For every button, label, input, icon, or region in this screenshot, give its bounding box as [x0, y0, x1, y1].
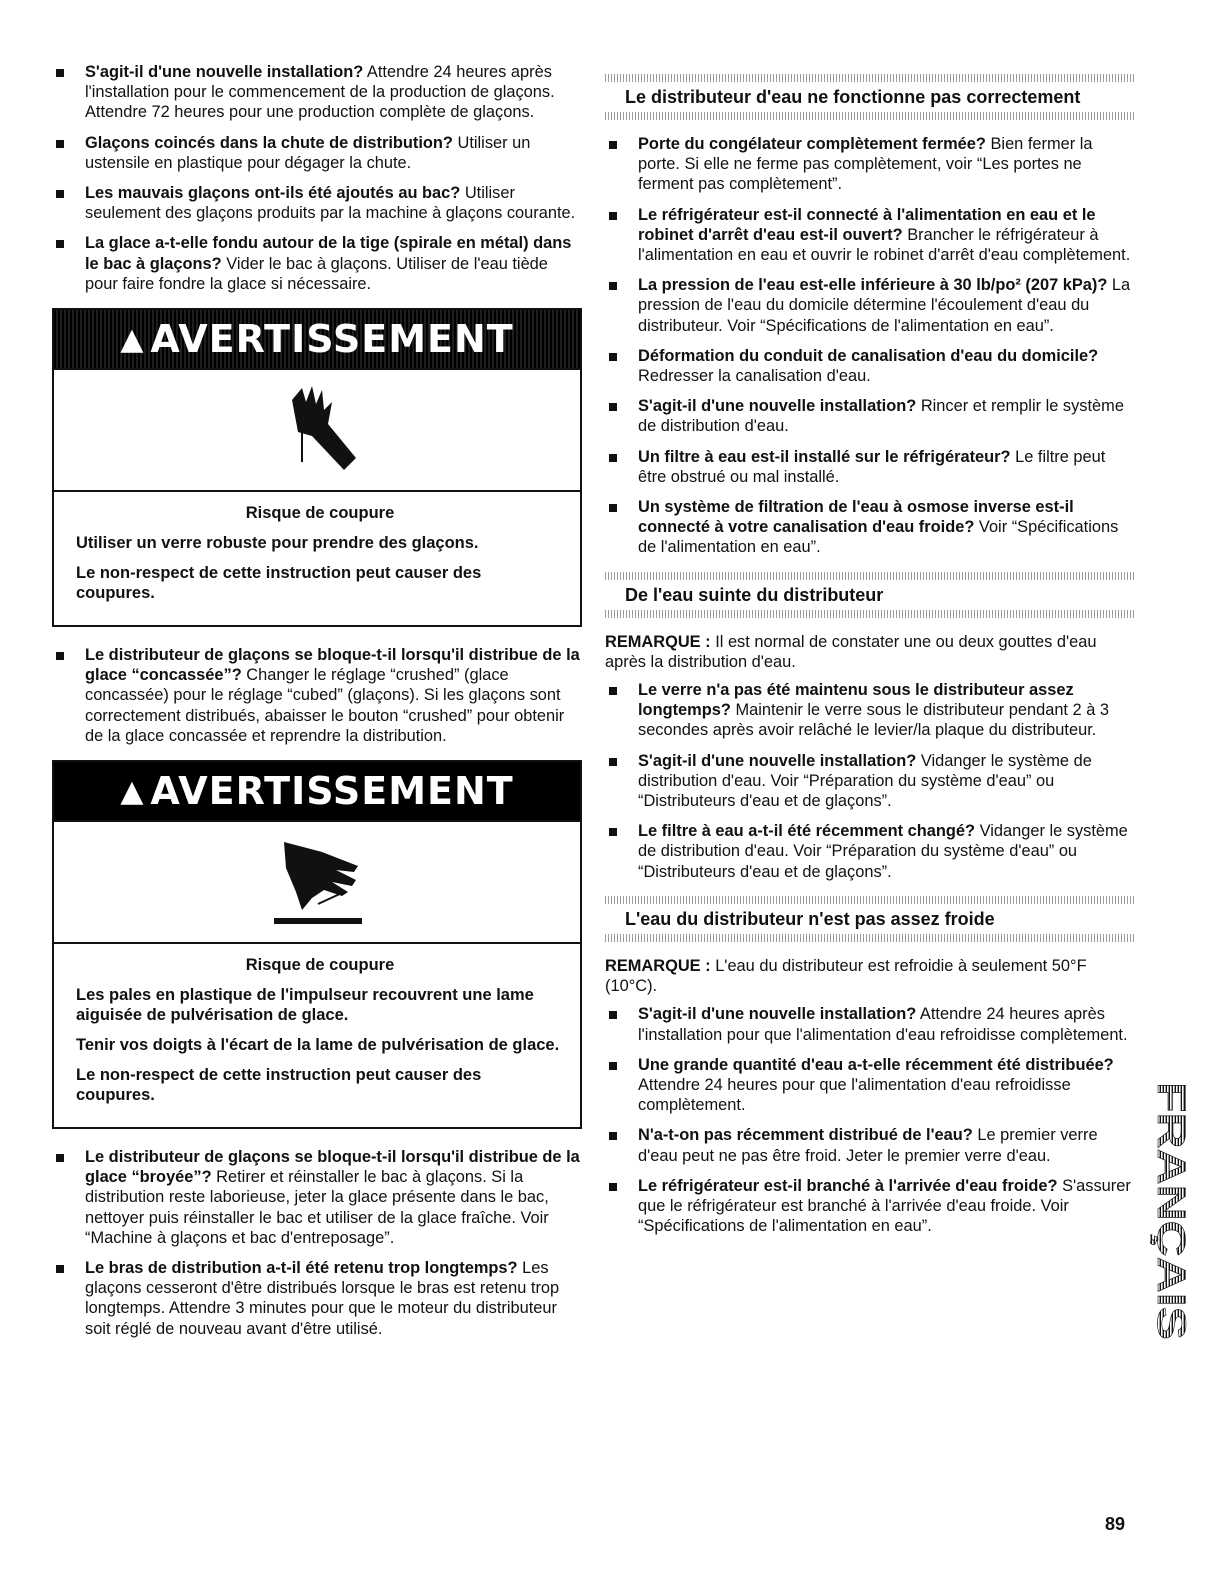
risk-label: Risque de coupure [245, 956, 395, 975]
bullet-list-b [52, 645, 582, 746]
warning-box-glass [52, 308, 582, 627]
list-item: S'agit-il d'une nouvelle installation? Attendre 24 heures après l'installation pour le commencement de la production de glaçons. Attendre 72 heures pour une production complète de glaçons. [52, 62, 582, 123]
warning-triangle-icon: ▲ [120, 773, 145, 809]
right-column [605, 74, 1135, 1246]
section-heading: De l'eau suinte du distributeur [605, 572, 1135, 618]
list-item: Glaçons coincés dans la chute de distribution? Utiliser un ustensile en plastique pour dégager la chute. [52, 133, 582, 173]
warning-box-blade [52, 760, 582, 1129]
list-item: Déformation du conduit de canalisation d'eau du domicile? Redresser la canalisation d'eau. [605, 346, 1135, 386]
list-item: S'agit-il d'une nouvelle installation? Attendre 24 heures après l'installation pour que l'alimentation d'eau refroidisse complètement. [605, 1004, 1135, 1044]
list-item: Un filtre à eau est-il installé sur le réfrigérateur? Le filtre peut être obstrué ou mal installé. [605, 447, 1135, 487]
left-column [52, 62, 582, 1349]
warning-text: Les pales en plastique de l'impulseur recouvrent une lame aiguisée de pulvérisation de glace. [76, 986, 534, 1025]
cut-hazard-hand-icon [54, 370, 580, 492]
list-item: Le distributeur de glaçons se bloque-t-il lorsqu'il distribue de la glace “concassée”? Changer le réglage “crushed” (glace concassée) pour le réglage “cubed” (glaçons). Si les glaçons sont correctement distribués, abaisser le bouton “crushed” pour obtenir de la glace concassée et reprendre la distribution. [52, 645, 582, 746]
section-heading: Le distributeur d'eau ne fonctionne pas correctement [605, 74, 1135, 120]
list-item: N'a-t-on pas récemment distribué de l'eau? Le premier verre d'eau peut ne pas être froid. Jeter le premier verre d'eau. [605, 1125, 1135, 1165]
note: REMARQUE : Il est normal de constater une ou deux gouttes d'eau après la distribution d'eau. [605, 632, 1097, 671]
section-leak-list [605, 680, 1135, 882]
section-cold-water-list [605, 1004, 1135, 1236]
list-item: La pression de l'eau est-elle inférieure à 30 lb/po² (207 kPa)? La pression de l'eau du domicile détermine l'écoulement d'eau du distributeur. Voir “Spécifications de l'alimentation en eau”. [605, 275, 1135, 336]
side-tab-label: FRANÇAIS [1150, 1082, 1193, 1289]
list-item: Le réfrigérateur est-il connecté à l'alimentation en eau et le robinet d'arrêt d'eau est-il ouvert? Brancher le réfrigérateur à l'alimentation en eau et ouvrir le robinet d'arrêt d'eau complètement. [605, 205, 1135, 266]
blade-hand-icon [54, 822, 580, 944]
list-item: S'agit-il d'une nouvelle installation? Rincer et remplir le système de distribution d'eau. [605, 396, 1135, 436]
section-heading: L'eau du distributeur n'est pas assez froide [605, 896, 1135, 942]
list-item: Un système de filtration de l'eau à osmose inverse est-il connecté à votre canalisation d'eau froide? Voir “Spécifications de l'alimentation en eau”. [605, 497, 1135, 558]
list-item: Le réfrigérateur est-il branché à l'arrivée d'eau froide? S'assurer que le réfrigérateur est branché à l'arrivée d'eau froide. Voir “Spécifications de l'alimentation en eau”. [605, 1176, 1135, 1237]
warning-banner: ▲ AVERTISSEMENT [54, 762, 580, 822]
list-item: Le bras de distribution a-t-il été retenu trop longtemps? Les glaçons cesseront d'être distribués lorsque le bras est retenu trop longtemps. Attendre 3 minutes pour que le moteur du distributeur soit réglé de nouveau avant d'être utilisé. [52, 1258, 582, 1339]
list-item: Le verre n'a pas été maintenu sous le distributeur assez longtemps? Maintenir le verre sous le distributeur pendant 2 à 3 secondes après avoir relâché le levier/la plaque du distributeur. [605, 680, 1135, 741]
page-number: 89 [1104, 1514, 1125, 1534]
language-side-tab [1150, 1082, 1194, 1342]
warning-text: Le non-respect de cette instruction peut causer des coupures. [76, 564, 482, 603]
list-item: Le distributeur de glaçons se bloque-t-il lorsqu'il distribue de la glace “broyée”? Retirer et réinstaller le bac à glaçons. Si la distribution reste laborieuse, jeter la glace présente dans le bac, nettoyer puis réinstaller le bac et utiliser de la glace fraîche. Voir “Machine à glaçons et bac d'entreposage”. [52, 1147, 582, 1248]
warning-text: Tenir vos doigts à l'écart de la lame de pulvérisation de glace. [76, 1036, 560, 1055]
warning-triangle-icon: ▲ [120, 321, 145, 357]
bullet-list-a [52, 62, 582, 294]
warning-text: Utiliser un verre robuste pour prendre des glaçons. [76, 534, 479, 553]
note: REMARQUE : L'eau du distributeur est refroidie à seulement 50°F (10°C). [605, 956, 1087, 996]
bullet-list-c [52, 1147, 582, 1339]
list-item: Une grande quantité d'eau a-t-elle récemment été distribuée? Attendre 24 heures pour que l'alimentation d'eau refroidisse complètement. [605, 1055, 1135, 1116]
risk-label: Risque de coupure [245, 504, 395, 523]
list-item: S'agit-il d'une nouvelle installation? Vidanger le système de distribution d'eau. Voir “Préparation du système d'eau” ou “Distributeurs d'eau et de glaçons”. [605, 751, 1135, 812]
warning-banner: ▲ AVERTISSEMENT [54, 310, 580, 370]
warning-text: Le non-respect de cette instruction peut causer des coupures. [76, 1066, 482, 1105]
list-item: Le filtre à eau a-t-il été récemment changé? Vidanger le système de distribution d'eau. Voir “Préparation du système d'eau” ou “Distributeurs d'eau et de glaçons”. [605, 821, 1135, 882]
list-item: Porte du congélateur complètement fermée? Bien fermer la porte. Si elle ne ferme pas complètement, voir “Les portes ne ferment pas complètement”. [605, 134, 1135, 195]
list-item: Les mauvais glaçons ont-ils été ajoutés au bac? Utiliser seulement des glaçons produits par la machine à glaçons courante. [52, 183, 582, 223]
list-item: La glace a-t-elle fondu autour de la tige (spirale en métal) dans le bac à glaçons? Vider le bac à glaçons. Utiliser de l'eau tiède pour faire fondre la glace si nécessaire. [52, 233, 582, 294]
section-water-dispenser-list [605, 134, 1135, 558]
